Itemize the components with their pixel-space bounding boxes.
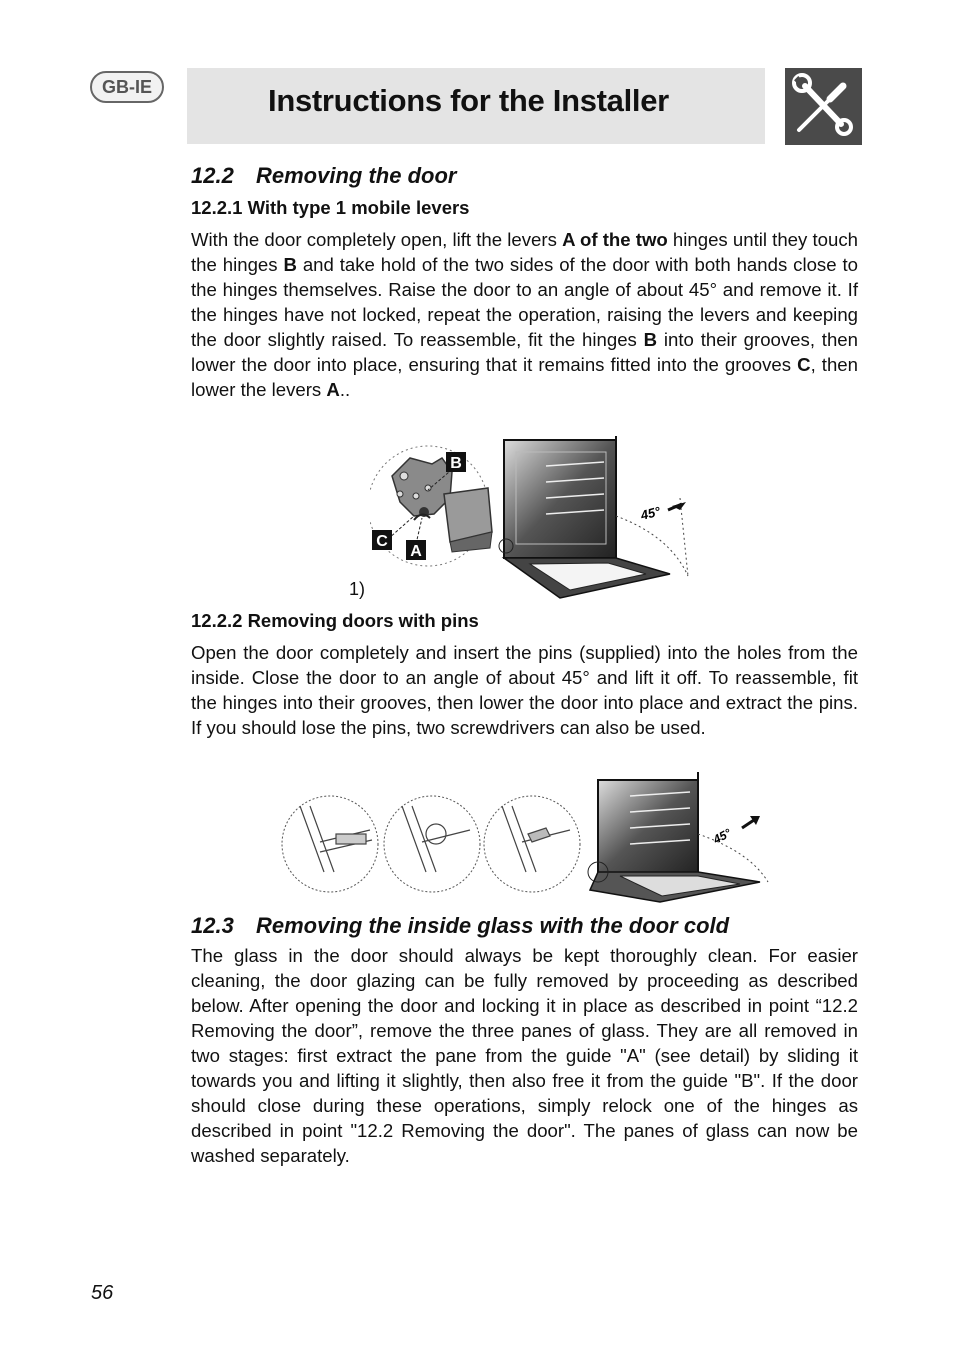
text-run: hinges until they touch the hinges — [191, 229, 858, 275]
section-heading-12-3 — [191, 913, 729, 939]
page-number: 56 — [91, 1282, 114, 1304]
text-run: into their grooves, then lower the door into place, ensuring that it remains fitted into the grooves — [191, 329, 858, 375]
angle-label: 45° — [710, 825, 734, 847]
callout-c: C — [376, 533, 388, 550]
angle-label: 45° — [639, 503, 662, 523]
subsection-heading-12-2-2: 12.2.2 Removing doors with pins — [191, 610, 479, 631]
figure-door-hinge-levers — [370, 436, 705, 604]
text-run-bold: B — [643, 329, 658, 350]
callout-a: A — [410, 543, 422, 560]
language-badge: GB-IE — [90, 71, 164, 103]
text-run-bold: C — [797, 354, 811, 375]
paragraph-inside-glass: The glass in the door should always be kept thoroughly clean. For easier cleaning, the door glazing can be fully removed by proceeding as described below. After opening the door and locking it in place as described in point “12.2 Removing the door”, remove the three panes of glass. They are all removed in two stages: first extract the pane from the guide "A" (see detail) by sliding it towards you and lifting it slightly, then also free it from the guide "B". If the door should close during these operations, simply relock one of the hinges as described in point "12.2 Removing the door". The panes of glass can now be washed separately. — [191, 945, 858, 1166]
page-title: Instructions for the Installer — [268, 83, 669, 118]
subsection-heading-12-2-1: 12.2.1 With type 1 mobile levers — [191, 197, 470, 218]
text-run-bold: A of the two — [562, 229, 668, 250]
section-number: 12.2 — [191, 163, 234, 188]
section-title: Removing the door — [256, 163, 457, 188]
paragraph-mobile-levers — [191, 227, 858, 402]
text-run-bold: B — [283, 254, 297, 275]
text-run: and take hold of the two sides of the door with both hands close to the hinges themselves. Raise the door to an angle of about 45° and remove it. If the hinges have not locked, repeat the operation, raising the levers and keeping the door slightly raised. To reassemble, fit the hinges — [191, 254, 858, 350]
text-run: With the door completely open, lift the levers — [191, 229, 563, 250]
section-number: 12.3 — [191, 913, 234, 938]
tools-icon — [785, 68, 862, 145]
paragraph-doors-with-pins: Open the door completely and insert the pins (supplied) into the holes from the inside. Close the door to an angle of about 45° and lift it off. To reassemble, fit the hinges into their grooves, then lower the door into place and extract the pins. If you should lose the pins, two screwdrivers can also be used. — [191, 642, 858, 738]
text-run: , then lower the levers — [191, 354, 858, 400]
figure-label: 1) — [349, 579, 366, 599]
callout-b: B — [450, 455, 462, 472]
text-run-bold: A — [326, 379, 340, 400]
section-heading-12-2 — [191, 163, 456, 189]
figure-door-pins — [280, 772, 770, 906]
text-run: .. — [339, 379, 351, 400]
section-title: Removing the inside glass with the door cold — [256, 913, 730, 938]
